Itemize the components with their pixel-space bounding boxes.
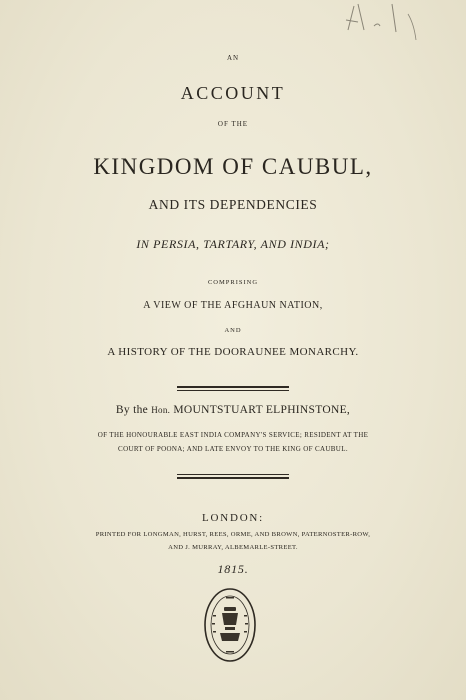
author-service: OF THE HONOURABLE EAST INDIA COMPANY'S SERVICE; RESIDENT AT THE bbox=[97, 431, 369, 439]
divider-rule-top bbox=[177, 386, 289, 391]
title-account: ACCOUNT bbox=[180, 83, 286, 103]
subtitle-dependencies: AND ITS DEPENDENCIES bbox=[148, 197, 318, 212]
word-an: AN bbox=[226, 54, 240, 62]
word-of-the: OF THE bbox=[217, 120, 249, 128]
imprint-year: 1815. bbox=[217, 562, 249, 576]
word-and: AND bbox=[224, 327, 242, 334]
author-name: MOUNTSTUART ELPHINSTONE, bbox=[173, 404, 351, 416]
imprint-murray: AND J. MURRAY, ALBEMARLE-STREET. bbox=[168, 544, 298, 551]
word-comprising: COMPRISING bbox=[207, 279, 259, 286]
subtitle-history: A HISTORY OF THE DOORAUNEE MONARCHY. bbox=[107, 346, 359, 358]
subtitle-regions: IN PERSIA, TARTARY, AND INDIA; bbox=[136, 237, 330, 251]
author-line bbox=[0, 405, 466, 417]
hon-title: Hon. bbox=[151, 405, 171, 415]
library-stamp-icon bbox=[202, 585, 258, 665]
divider-rule-bottom bbox=[177, 474, 289, 479]
pencil-shelfmark-icon bbox=[334, 0, 424, 42]
subtitle-afghaun: A VIEW OF THE AFGHAUN NATION, bbox=[143, 300, 323, 311]
imprint-place: LONDON: bbox=[201, 512, 265, 524]
author-court: COURT OF POONA; AND LATE ENVOY TO THE KING OF CAUBUL. bbox=[118, 445, 348, 453]
title-kingdom: KINGDOM OF CAUBUL, bbox=[93, 154, 373, 179]
imprint-printers: PRINTED FOR LONGMAN, HURST, REES, ORME, AND BROWN, PATERNOSTER-ROW, bbox=[95, 531, 371, 538]
by-prefix: By the bbox=[115, 404, 149, 416]
